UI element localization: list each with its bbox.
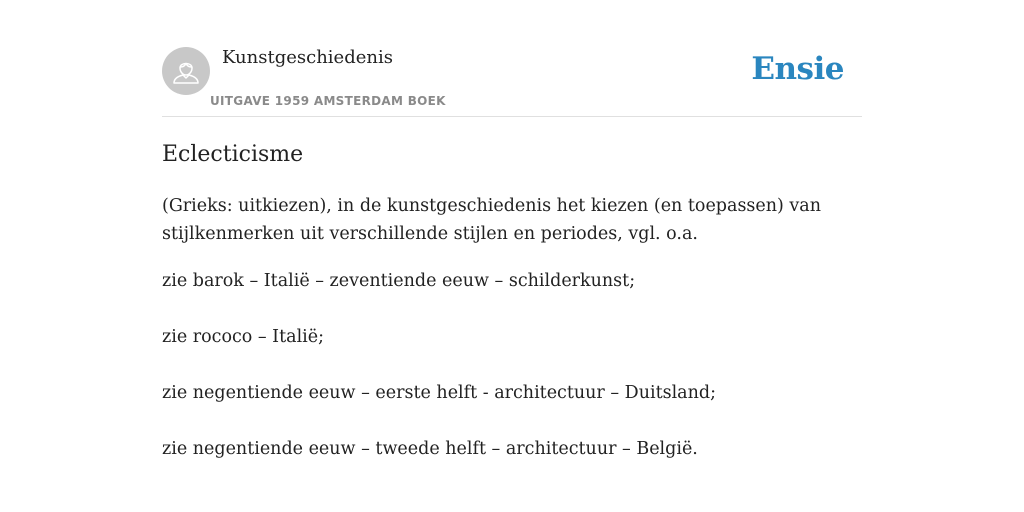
article-intro: (Grieks: uitkiezen), in de kunstgeschiedenis het kiezen (en toepassen) van stijlkenmerken uit verschillende stijlen en periodes, vgl. o.a. — [162, 196, 822, 244]
avatar[interactable] — [162, 47, 210, 95]
edition-label: UITGAVE 1959 AMSTERDAM BOEK — [210, 94, 446, 108]
reference-item: zie negentiende eeuw – tweede helft – architectuur – België. — [162, 439, 698, 459]
reference-item: zie negentiende eeuw – eerste helft - architectuur – Duitsland; — [162, 383, 716, 403]
user-icon — [171, 56, 201, 86]
source-title[interactable]: Kunstgeschiedenis — [222, 47, 393, 68]
brand-logo[interactable]: Ensie — [751, 51, 844, 87]
source-header — [162, 0, 862, 117]
article-title: Eclecticisme — [162, 142, 304, 167]
reference-item: zie barok – Italië – zeventiende eeuw – schilderkunst; — [162, 271, 636, 291]
reference-item: zie rococo – Italië; — [162, 327, 325, 347]
